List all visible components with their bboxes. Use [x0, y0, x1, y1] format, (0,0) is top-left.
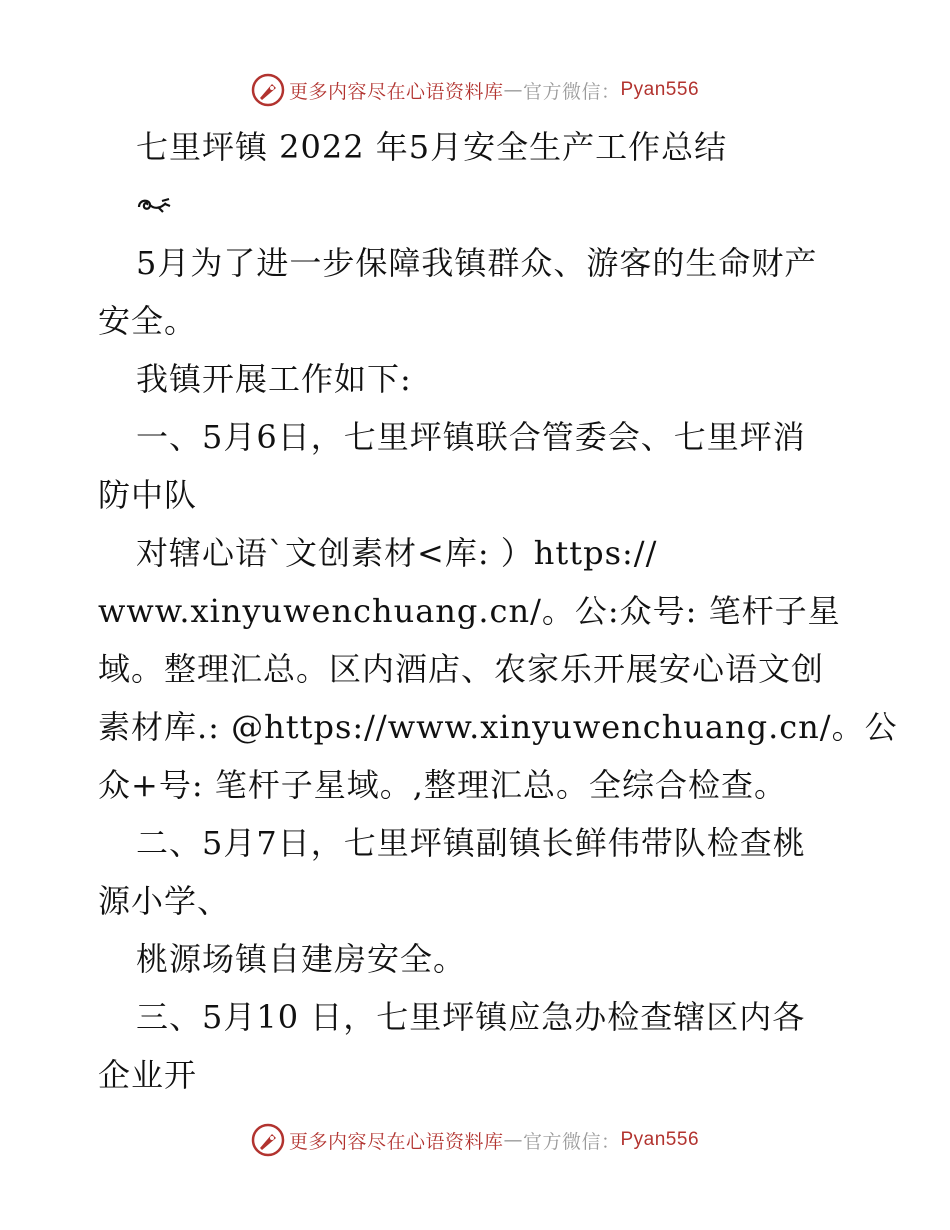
header-banner — [0, 70, 950, 110]
paragraph-line: 安全。 — [98, 302, 198, 340]
paragraph-line: 防中队 — [98, 476, 198, 514]
fountain-pen-nib-icon — [251, 73, 285, 107]
banner-wechat-label: 官方微信： — [522, 1130, 621, 1153]
banner-wechat-id: Pyan556 — [620, 79, 700, 100]
banner-wechat-id: Pyan556 — [620, 1129, 700, 1150]
paragraph-line: 源小学、 — [98, 882, 231, 920]
paragraph-line: www.xinyuwenchuang.cn/。公:众号: 笔杆子星 — [98, 592, 841, 630]
document-title: 七里坪镇 2022 年5月安全生产工作总结 — [136, 128, 728, 166]
banner-wechat-label: 官方微信： — [522, 80, 621, 103]
paragraph-line: 桃源场镇自建房安全。 — [136, 940, 467, 978]
banner-site-text: 更多内容尽在心语资料库 — [288, 1130, 504, 1153]
ornament-row — [98, 176, 850, 234]
banner-site-text: 更多内容尽在心语资料库 — [288, 80, 504, 103]
decorative-swirl-icon — [136, 195, 172, 215]
paragraph-line: 对辖心语`文创素材<库: ）https:// — [136, 534, 658, 572]
banner-separator: — — [503, 1129, 523, 1151]
paragraph-line: 素材库.: @https://www.xinyuwenchuang.cn/。公 — [98, 708, 898, 746]
paragraph-line: 域。整理汇总。区内酒店、农家乐开展安心语文创 — [98, 650, 825, 688]
paragraph-line: 二、5月7日，七里坪镇副镇长鲜伟带队检查桃 — [136, 824, 806, 862]
paragraph-line: 企业开 — [98, 1056, 198, 1094]
document-body — [98, 118, 898, 1104]
footer-banner — [0, 1120, 950, 1160]
fountain-pen-nib-icon — [251, 1123, 285, 1157]
banner-separator: — — [503, 79, 523, 101]
paragraph-line: 众+号: 笔杆子星域。,整理汇总。全综合检查。 — [98, 766, 787, 804]
paragraph-line: 5月为了进一步保障我镇群众、游客的生命财产 — [136, 244, 818, 282]
paragraph-line: 我镇开展工作如下: — [136, 360, 412, 398]
paragraph-line: 一、5月6日，七里坪镇联合管委会、七里坪消 — [136, 418, 806, 456]
paragraph-line: 三、5月10 日，七里坪镇应急办检查辖区内各 — [136, 998, 806, 1036]
